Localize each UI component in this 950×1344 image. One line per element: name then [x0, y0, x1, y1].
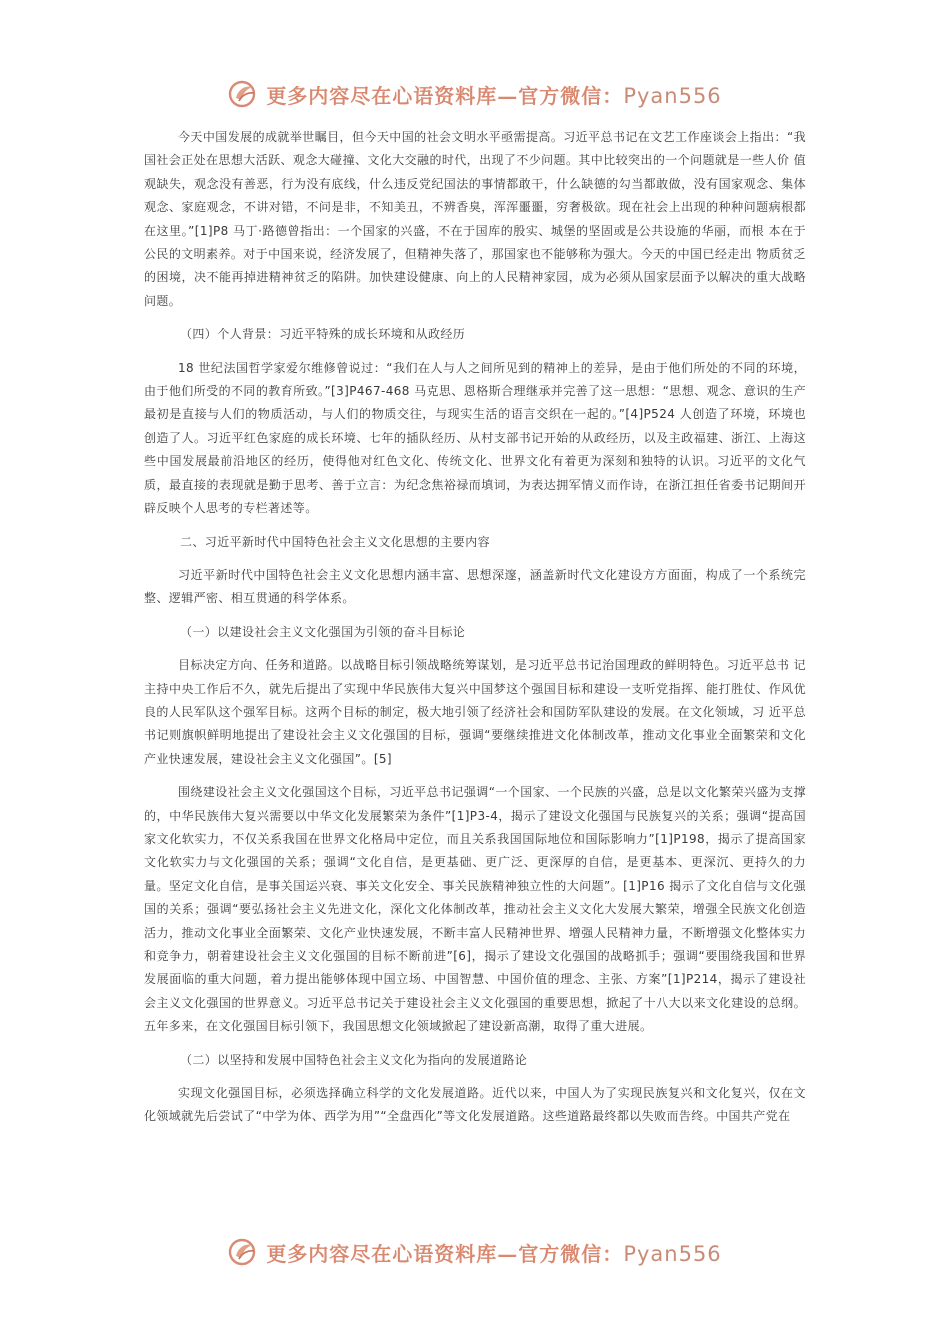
section-heading: （四）个人背景：习近平特殊的成长环境和从政经历 — [180, 327, 466, 342]
banner-label: 更多内容尽在心语资料库—官方微信： — [266, 83, 624, 108]
section-heading: 二、习近平新时代中国特色社会主义文化思想的主要内容 — [180, 534, 491, 549]
banner-label: 更多内容尽在心语资料库—官方微信： — [266, 1241, 624, 1266]
banner-wechat-id: Pyan556 — [623, 1241, 722, 1266]
paragraph: 实现文化强国目标，必须选择确立科学的文化发展道路。近代以来，中国人为了实现民族复兴和文化复兴，仅在文化领域就先后尝试了“中学为体、西学为用”“全盘西化”等文化发展道路。这些道路最终都以失败而告终。中国共产党在 — [144, 1086, 806, 1124]
paragraph: 目标决定方向、任务和道路。以战略目标引领战略统筹谋划，是习近平总书记治国理政的鲜明特色。习近平总书 记主持中央工作后不久，就先后提出了实现中华民族伟大复兴中国梦这个强国目标和建设一支听党指挥、能打胜仗、作风优良的人民军队这个强军目标。这两个目标的制定，极大地引领了经济社会和国防军队建设的发展。在文化领域，习 近平总书记则旗帜鲜明地提出了建设社会主义文化强国的目标，强调“要继续推进文化体制改革，推动文化事业全面繁荣和文化产业快速发展，建设社会主义文化强国”。[5] — [144, 658, 806, 766]
logo-icon — [228, 79, 258, 109]
header-watermark-banner — [0, 72, 950, 116]
paragraph: 18 世纪法国哲学家爱尔维修曾说过：“我们在人与人之间所见到的精神上的差异，是由于他们所处的不同的环境，由于他们所受的不同的教育所致。”[3]P467-468 马克思、恩格斯合理继承并完善了这一思想：“思想、观念、意识的生产最初是直接与人们的物质活动，与人们的物质交往，与现实生活的语言交织在一起的。”[4]P524 人创造了环境，环境也创造了人。习近平红色家庭的成长环境、七年的插队经历、从村支部书记开始的从政经历，以及主政福建、浙江、上海这些中国发展最前沿地区的经历，使得他对红色文化、传统文化、世界文化有着更为深刻和独特的认识。习近平的文化气质，最直接的表现就是勤于思考、善于立言：为纪念焦裕禄而填词，为表达拥军情义而作诗，在浙江担任省委书记期间开辟反映个人思考的专栏著述等。 — [144, 360, 806, 516]
paragraph: 今天中国发展的成就举世瞩目，但今天中国的社会文明水平亟需提高。习近平总书记在文艺工作座谈会上指出：“我国社会正处在思想大活跃、观念大碰撞、文化大交融的时代，出现了不少问题。其中比较突出的一个问题就是一些人价 值观缺失，观念没有善恶，行为没有底线，什么违反党纪国法的事情都敢干，什么缺德的勾当都敢做，没有国家观念、集体观念、家庭观念，不讲对错，不问是非，不知美丑，不辨香臭，浑浑噩噩，穷奢极欲。现在社会上出现的种种问题病根都在这里。”[1]P8 马丁·路德曾指出：一个国家的兴盛，不在于国库的殷实、城堡的坚固或是公共设施的华丽，而根 本在于公民的文明素养。对于中国来说，经济发展了，但精神失落了，那国家也不能够称为强大。今天的中国已经走出 物质贫乏的困境，决不能再掉进精神贫乏的陷阱。加快建设健康、向上的人民精神家园，成为必须从国家层面予以解决的重大战略问题。 — [144, 130, 806, 308]
section-heading: （一）以建设社会主义文化强国为引领的奋斗目标论 — [180, 624, 466, 639]
footer-watermark-banner — [0, 1230, 950, 1274]
document-body — [144, 126, 806, 1139]
banner-text — [266, 1238, 721, 1267]
banner-wechat-id: Pyan556 — [623, 83, 722, 108]
paragraph: 习近平新时代中国特色社会主义文化思想内涵丰富、思想深邃，涵盖新时代文化建设方方面面，构成了一个系统完整、逻辑严密、相互贯通的科学体系。 — [144, 567, 806, 606]
logo-icon — [228, 1237, 258, 1267]
paragraph: 围绕建设社会主义文化强国这个目标，习近平总书记强调“一个国家、一个民族的兴盛，总是以文化繁荣兴盛为支撑的，中华民族伟大复兴需要以中华文化发展繁荣为条件”[1]P3-4，揭示了建设文化强国与民族复兴的关系；强调“提高国家文化软实力，不仅关系我国在世界文化格局中定位，而且关系我国国际地位和国际影响力”[1]P198，揭示了提高国家文化软实力与文化强国的关系；强调“文化自信，是更基础、更广泛、更深厚的自信，是更基本、更深沉、更持久的力量。坚定文化自信，是事关国运兴衰、事关文化安全、事关民族精神独立性的大问题”。[1]P16 揭示了文化自信与文化强国的关系；强调“要弘扬社会主义先进文化，深化文化体制改革，推动社会主义文化大发展大繁荣，增强全民族文化创造活力，推动文化事业全面繁荣、文化产业快速发展，不断丰富人民精神世界、增强人民精神力量，不断增强文化整体实力和竞争力，朝着建设社会主义文化强国的目标不断前进”[6]，揭示了建设文化强国的战略抓手；强调“要围绕我国和世界发展面临的重大问题，着力提出能够体现中国立场、中国智慧、中国价值的理念、主张、方案”[1]P214，揭示了建设社会主义文化强国的世界意义。习近平总书记关于建设社会主义文化强国的重要思想，掀起了十八大以来文化建设的总纲。五年多来，在文化强国目标引领下，我国思想文化领域掀起了建设新高潮，取得了重大进展。 — [144, 785, 806, 1034]
banner-text — [266, 80, 721, 109]
section-heading: （二）以坚持和发展中国特色社会主义文化为指向的发展道路论 — [180, 1052, 528, 1067]
